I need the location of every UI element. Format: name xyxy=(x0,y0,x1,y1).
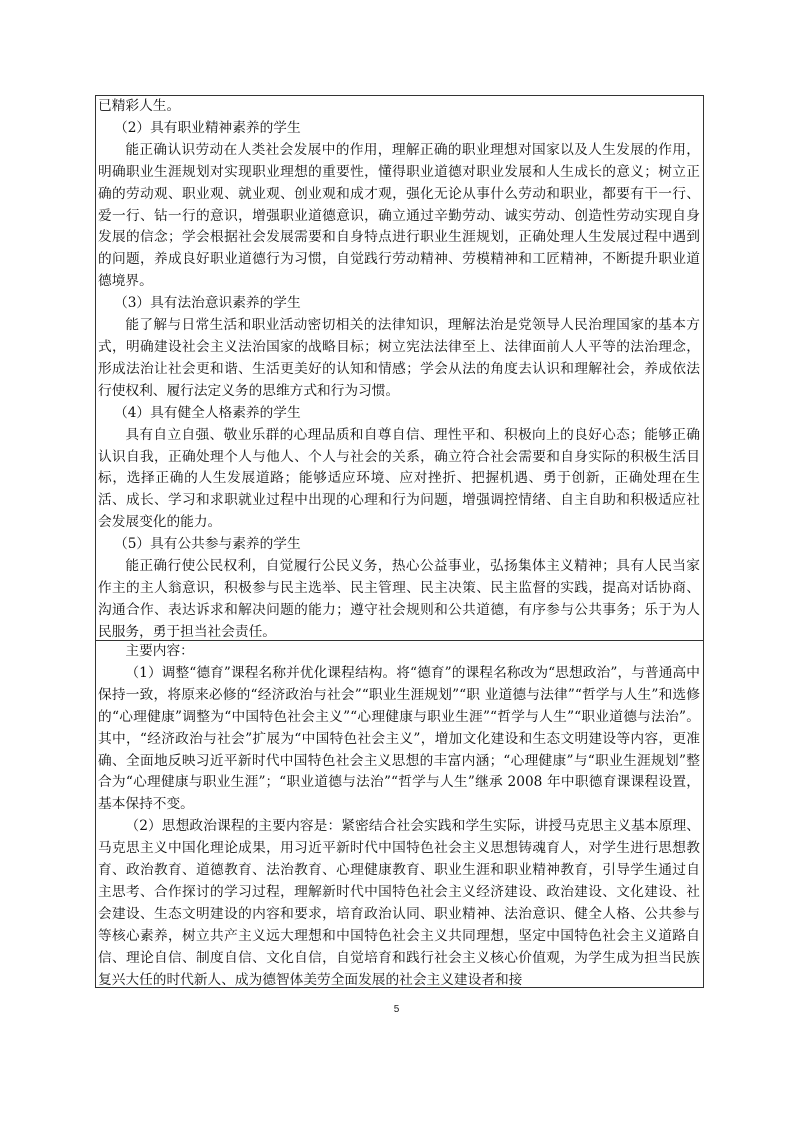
paragraph-continuation: 已精彩人生。 xyxy=(98,98,181,114)
paragraph-public-participation: 能正确行使公民权利，自觉履行公民义务，热心公益事业，弘扬集体主义精神；具有人民当家作主的主人翁意识，积极参与民主选举、民主管理、民主决策、民主监督的实践，提高对话协商、沟通合作、表达诉求和解决问题的能力；遵守社会规则和公共道德，有序参与公共事务；乐于为人民服务，勇于担当社会责任。 xyxy=(98,558,700,640)
main-content-cell xyxy=(96,641,703,987)
main-content-label: 主要内容： xyxy=(125,643,194,659)
page-number: 5 xyxy=(393,1004,400,1015)
paragraph-professional-spirit: 能正确认识劳动在人类社会发展中的作用，理解正确的职业理想对国家以及人生发展的作用，明确职业生涯规划对实现职业理想的重要性，懂得职业道德对职业发展和人生成长的意义；树立正确的劳动观、职业观、就业观、创业观和成才观，强化无论从事什么劳动和职业，都要有干一行、爱一行、钻一行的意识，增强职业道德意识，确立通过辛勤劳动、诚实劳动、创造性劳动实现自身发展的信念；学会根据社会发展需要和自身特点进行职业生涯规划，正确处理人生发展过程中遇到的问题，养成良好职业道德行为习惯，自觉践行劳动精神、劳模精神和工匠精神，不断提升职业道德境界。 xyxy=(98,141,700,290)
heading-rule-of-law: （3）具有法治意识素养的学生 xyxy=(114,295,301,312)
paragraph-sound-personality: 具有自立自强、敬业乐群的心理品质和自尊自信、理性平和、积极向上的良好心态；能够正确认识自我，正确处理个人与他人、个人与社会的关系，确立符合社会需要和自身实际的积极生活目标，选择正确的人生发展道路；能够适应环境、应对挫折、把握机遇、勇于创新，正确处理在生活、成长、学习和求职就业过程中出现的心理和行为问题，增强调控情绪、自主自助和积极适应社会发展变化的能力。 xyxy=(98,426,700,531)
paragraph-course-adjustment: （1）调整“德育”课程名称并优化课程结构。将“德育”的课程名称改为“思想政治”，与普通高中保持一致，将原来必修的“经济政治与社会”“职业生涯规划”“职 业道德与法律”“哲学与人生”和选修的“心理健康”调整为“中国特色社会主义”“心理健康与职业生涯”“哲学与人生”“职业道德与法治”。其中，“经济政治与社会”扩展为“中国特色社会主义”，增加文化建设和生态文明建设等内容，更准确、全面地反映习近平新时代中国特色社会主义思想的丰富内涵；“心理健康”与“职业生涯规划”整合为“心理健康与职业生涯”；“职业道德与法治”“哲学与人生”继承 2008 年中职德育课课程设置，基本保持不变。 xyxy=(98,664,700,813)
core-literacy-cell xyxy=(96,96,703,641)
content-table xyxy=(95,95,704,988)
paragraph-course-content: （2）思想政治课程的主要内容是：紧密结合社会实践和学生实际，讲授马克思主义基本原理、马克思主义中国化理论成果，用习近平新时代中国特色社会主义思想铸魂育人，对学生进行思想教育、政治教育、道德教育、法治教育、心理健康教育、职业生涯和职业精神教育，引导学生通过自主思考、合作探讨的学习过程，理解新时代中国特色社会主义经济建设、政治建设、文化建设、社会建设、生态文明建设的内容和要求，培育政治认同、职业精神、法治意识、健全人格、公共参与等核心素养，树立共产主义远大理想和中国特色社会主义共同理想，坚定中国特色社会主义道路自信、理论自信、制度自信、文化自信，自觉培育和践行社会主义核心价值观，为学生成为担当民族复兴大任的时代新人、成为德智体美劳全面发展的社会主义建设者和接 xyxy=(98,818,700,988)
paragraph-rule-of-law: 能了解与日常生活和职业活动密切相关的法律知识，理解法治是党领导人民治理国家的基本方式，明确建设社会主义法治国家的战略目标；树立宪法法律至上、法律面前人人平等的法治理念，形成法治让社会更和谐、生活更美好的认知和情感；学会从法的角度去认识和理解社会，养成依法行使权利、履行法定义务的思维方式和行为习惯。 xyxy=(98,317,700,399)
heading-professional-spirit: （2）具有职业精神素养的学生 xyxy=(114,119,301,136)
heading-sound-personality: （4）具有健全人格素养的学生 xyxy=(114,404,301,421)
heading-public-participation: （5）具有公共参与素养的学生 xyxy=(114,536,301,553)
